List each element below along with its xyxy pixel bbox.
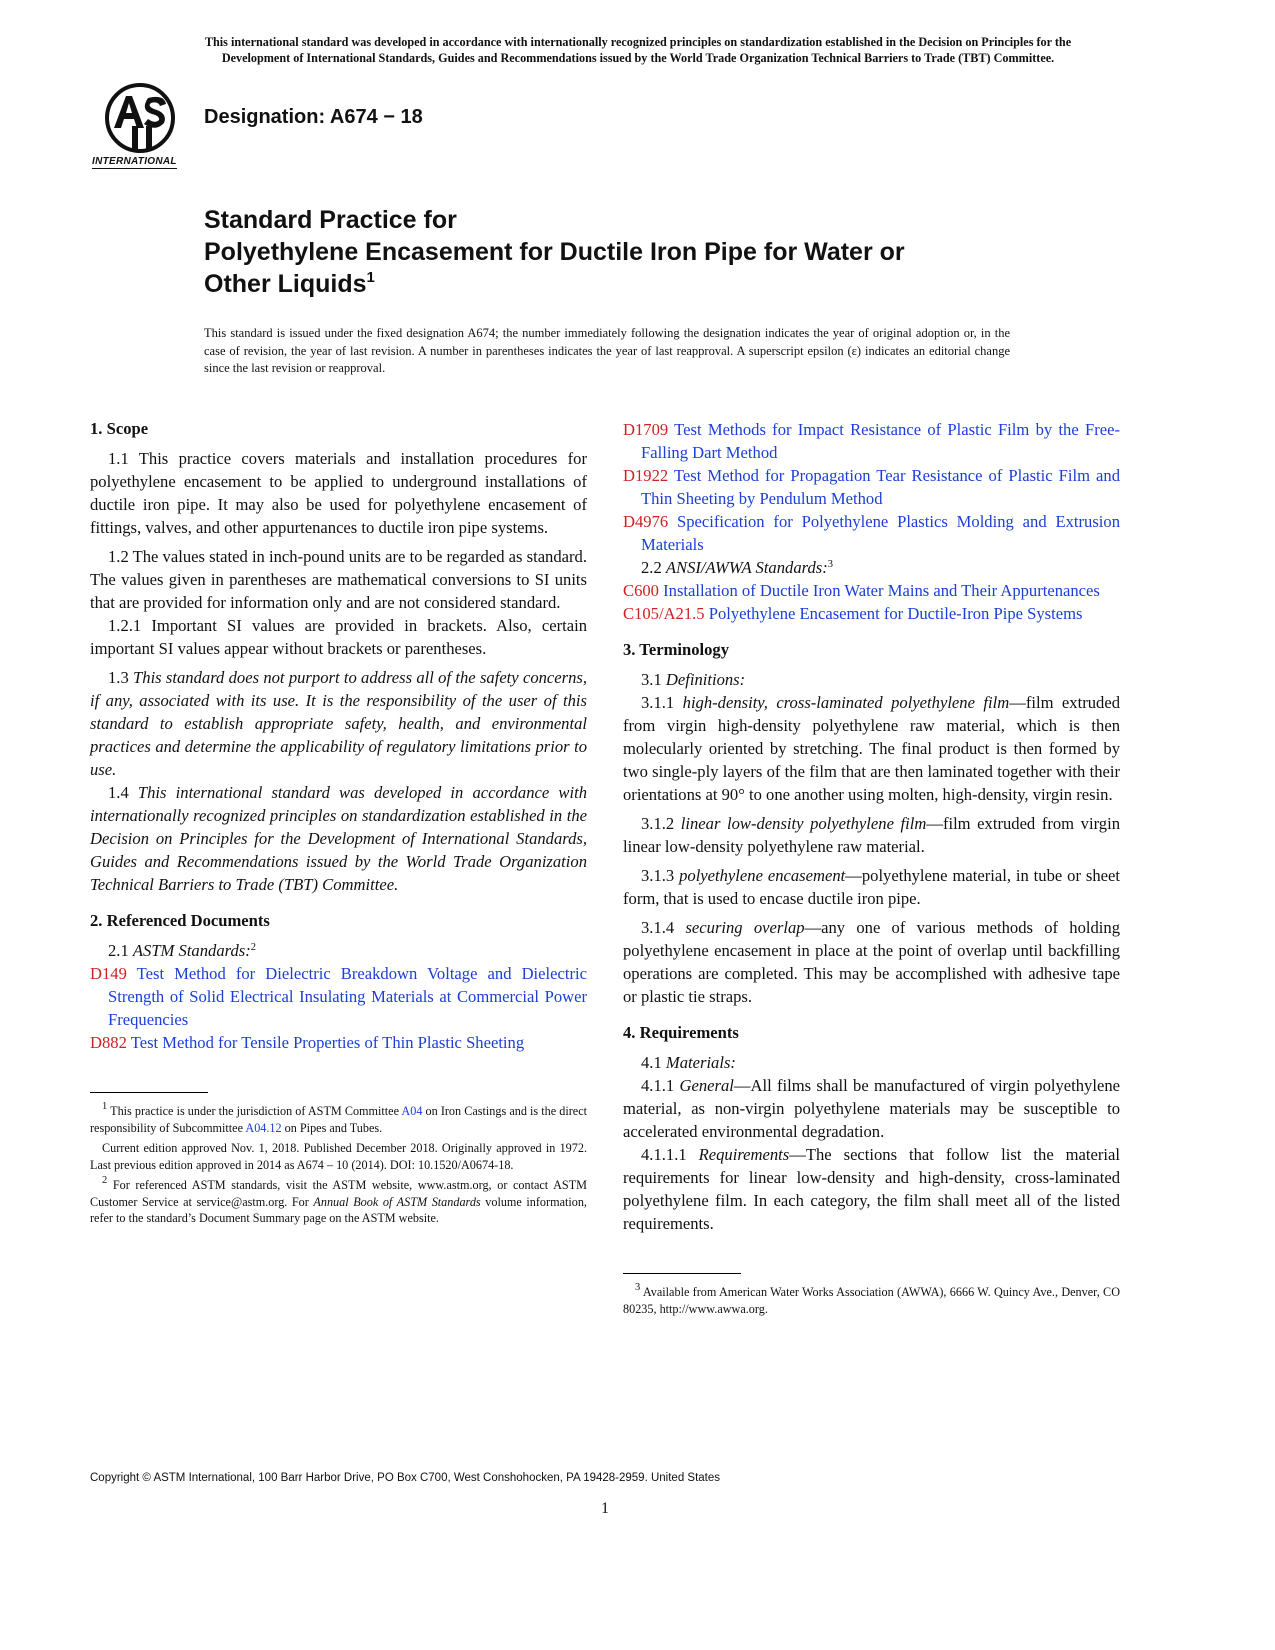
footnotes-right <box>623 1284 1120 1317</box>
subcommittee-link-a04-12[interactable]: A04.12 <box>245 1120 282 1135</box>
para-4-1 <box>623 1051 1120 1074</box>
page-number: 1 <box>601 1500 609 1517</box>
ref-d149[interactable] <box>90 962 587 1031</box>
footnote-2-italic: Annual Book of ASTM Standards <box>313 1194 481 1209</box>
para-1-2-1: 1.2.1 Important SI values are provided in brackets. Also, certain important SI values appear without brackets or parentheses. <box>90 616 587 658</box>
para-1-3-number: 1.3 <box>108 668 134 687</box>
footnote-ref-2[interactable]: 2 <box>250 942 256 953</box>
para-3-1-number: 3.1 <box>641 670 666 689</box>
ref-code[interactable]: D1709 <box>623 420 669 439</box>
para-4-1-1-1-number: 4.1.1.1 <box>641 1145 699 1164</box>
def-text: —film extruded from virgin linear low-density polyethylene raw material. <box>623 814 1120 856</box>
para-1-1: 1.1 This practice covers materials and installation procedures for polyethylene encasement to be applied to underground installations of ductile iron pipe. It may also be used for polyethylene encasement of fittings, valves, and other appurtenances to ductile iron pipe systems. <box>90 449 587 537</box>
section-2-heading: 2. Referenced Documents <box>90 911 270 930</box>
para-4-1-number: 4.1 <box>641 1053 666 1072</box>
para-3-1-text: Definitions: <box>665 670 746 689</box>
footnote-3-mark: 3 <box>635 1282 641 1293</box>
intro-notice <box>88 34 1188 66</box>
right-column <box>623 418 1120 1321</box>
footnote-1-text-c: on Pipes and Tubes. <box>281 1120 383 1135</box>
def-text: —polyethylene material, in tube or sheet form, that is used to encase ductile iron pipe. <box>623 866 1120 908</box>
footnote-2-mark: 2 <box>102 1175 108 1186</box>
section-3-heading: 3. Terminology <box>623 640 730 659</box>
notice-line-1: This international standard was developed in accordance with internationally recognized principles on standardization established in the Decision on Principles for the <box>204 35 1072 49</box>
section-1-heading: 1. Scope <box>90 419 149 438</box>
def-number: 3.1.3 <box>641 866 680 885</box>
para-2-2-text: ANSI/AWWA Standards: <box>665 558 828 577</box>
astm-logo <box>92 82 192 170</box>
ref-c600[interactable] <box>623 579 1120 602</box>
para-3-1-1 <box>623 691 1120 806</box>
def-text: —any one of various methods of holding polyethylene encasement in place at the point of overlap until backfilling operations are completed. This may be accomplished with adhesive tape or plastic tie straps. <box>623 918 1121 1006</box>
para-3-1-2 <box>623 812 1120 858</box>
def-text: —film extruded from virgin high-density polyethylene raw material, which is then molecularly oriented by stretching. The final product is then formed by two single-ply layers of the film that are then laminated together with their orientations at 90° to one another using molten, high-density, virgin resin. <box>623 693 1120 804</box>
footnote-divider <box>623 1273 741 1274</box>
para-1-2: 1.2 The values stated in inch-pound units are to be regarded as standard. The values given in parentheses are mathematical conversions to SI units that are provided for information only and are not considered standard. <box>90 547 587 612</box>
footnote-divider <box>90 1092 208 1093</box>
para-3-1-4 <box>623 916 1120 1008</box>
def-number: 3.1.4 <box>641 918 686 937</box>
ref-title[interactable]: Test Method for Propagation Tear Resistance of Plastic Film and Thin Sheeting by Pendulum Method <box>641 466 1120 508</box>
para-1-4 <box>90 781 587 896</box>
footnote-1 <box>90 1103 587 1136</box>
para-2-2-number: 2.2 <box>641 558 666 577</box>
footnote-1-mark: 1 <box>102 1101 108 1112</box>
footnote-3-text: Available from American Water Works Association (AWWA), 6666 W. Quincy Ave., Denver, CO 80235, http://www.awwa.org. <box>623 1285 1120 1316</box>
def-term: securing overlap <box>685 918 805 937</box>
ref-title[interactable]: Specification for Polyethylene Plastics Molding and Extrusion Materials <box>641 512 1120 554</box>
def-term: polyethylene encasement <box>679 866 846 885</box>
ref-d1922[interactable] <box>623 464 1120 510</box>
para-3-1 <box>623 668 1120 691</box>
ref-title[interactable]: Test Methods for Impact Resistance of Plastic Film by the Free-Falling Dart Method <box>641 420 1120 462</box>
footnote-1-text-b: on Iron Castings and is the direct responsibility of Subcommittee <box>90 1104 587 1135</box>
footnote-2-text-b: volume information, refer to the standard’s Document Summary page on the ASTM website. <box>90 1194 587 1225</box>
para-4-1-text: Materials: <box>665 1053 736 1072</box>
title-line-1: Standard Practice for <box>204 206 457 234</box>
footnote-1-text-a: This practice is under the jurisdiction of ASTM Committee <box>107 1104 402 1118</box>
logo-wordmark: INTERNATIONAL <box>92 156 177 167</box>
para-4-1-1-1 <box>623 1143 1120 1235</box>
def-term: high-density, cross-laminated polyethylene film <box>682 693 1010 712</box>
para-4-1-1-number: 4.1.1 <box>641 1076 680 1095</box>
footnote-2-text-a: For referenced ASTM standards, visit the ASTM website, www.astm.org, or contact ASTM Customer Service at service@astm.org. For <box>90 1178 587 1209</box>
document-title <box>204 204 1104 300</box>
ref-code[interactable]: D149 <box>90 964 127 983</box>
def-number: 3.1.1 <box>641 693 683 712</box>
para-4-1-1 <box>623 1074 1120 1143</box>
ref-c105-a21-5[interactable] <box>623 602 1120 625</box>
footnote-1-edition: Current edition approved Nov. 1, 2018. Published December 2018. Originally approved in 1972. Last previous edition approved in 2014 as A674 – 10 (2014). DOI: 10.1520/A0674-18. <box>90 1141 587 1172</box>
ref-code[interactable]: D1922 <box>623 466 669 485</box>
ref-code[interactable]: D882 <box>90 1033 127 1052</box>
para-1-4-number: 1.4 <box>108 783 138 802</box>
para-4-1-1-1-term: Requirements <box>698 1145 790 1164</box>
title-line-2: Polyethylene Encasement for Ductile Iron Pipe for Water or <box>204 238 905 266</box>
para-1-4-text: This international standard was developed in accordance with internationally recognized principles on standardization established in the Decision on Principles for the Development of International Standards, Guides and Recommendations issued by the World Trade Organization Technical Barriers to Trade (TBT) Committee. <box>90 783 588 894</box>
designation: Designation: A674 − 18 <box>204 106 423 128</box>
ref-d882[interactable] <box>90 1031 587 1054</box>
def-term: linear low-density polyethylene film <box>680 814 927 833</box>
para-1-3 <box>90 666 587 781</box>
footnote-ref-3[interactable]: 3 <box>827 559 833 570</box>
ref-d4976[interactable] <box>623 510 1120 556</box>
notice-line-2: Development of International Standards, Guides and Recommendations issued by the World Trade Organization Technical Barriers to Trade (TBT) Committee. <box>221 51 1055 65</box>
issue-notice: This standard is issued under the fixed designation A674; the number immediately following the designation indicates the year of original adoption or, in the case of revision, the year of last revision. A number in parentheses indicates the year of last reapproval. A superscript epsilon (ε) indicates an editorial change since the last revision or reapproval. <box>204 326 1010 375</box>
para-2-1 <box>90 939 587 962</box>
para-2-1-text: ASTM Standards: <box>132 941 251 960</box>
committee-link-a04[interactable]: A04 <box>401 1104 423 1118</box>
ref-title[interactable]: Test Method for Tensile Properties of Thin Plastic Sheeting <box>126 1033 525 1052</box>
section-4-heading: 4. Requirements <box>623 1023 739 1042</box>
ref-title[interactable]: Installation of Ductile Iron Water Mains and Their Appurtenances <box>658 581 1100 600</box>
ref-title[interactable]: Test Method for Dielectric Breakdown Voltage and Dielectric Strength of Solid Electrical Insulating Materials at Commercial Power Frequencies <box>108 964 587 1029</box>
para-4-1-1-term: General <box>679 1076 734 1095</box>
ref-code[interactable]: D4976 <box>623 512 669 531</box>
title-footnote-mark: 1 <box>366 269 375 286</box>
title-line-3 <box>204 268 1104 300</box>
def-number: 3.1.2 <box>641 814 681 833</box>
para-4-1-1-1-text: —The sections that follow list the material requirements for linear low-density and high-density, cross-laminated polyethylene film. In each category, the film shall meet all of the listed requirements. <box>623 1145 1121 1233</box>
ref-code[interactable]: C600 <box>623 581 659 600</box>
title-line-3-text: Other Liquids <box>204 270 367 298</box>
left-column <box>90 418 587 1231</box>
para-1-3-text: This standard does not purport to address all of the safety concerns, if any, associated with its use. It is the responsibility of the user of this standard to establish appropriate safety, health, and environmental practices and determine the applicability of regulatory limitations prior to use. <box>90 668 588 779</box>
para-4-1-1-text: —All films shall be manufactured of virgin polyethylene material, as non-virgin polyethylene materials may be susceptible to accelerated environmental degradation. <box>623 1076 1120 1141</box>
ref-code[interactable]: C105/A21.5 <box>623 604 705 623</box>
footnote-3 <box>623 1284 1120 1317</box>
para-3-1-3 <box>623 864 1120 910</box>
footnotes-left <box>90 1103 587 1227</box>
ref-d1709[interactable] <box>623 418 1120 464</box>
copyright-line: Copyright © ASTM International, 100 Barr Harbor Drive, PO Box C700, West Conshohocken, PA 19428-2959. United States <box>90 1472 721 1484</box>
para-2-1-number: 2.1 <box>108 941 133 960</box>
para-2-2 <box>623 556 1120 579</box>
footnote-2 <box>90 1177 587 1227</box>
ref-title[interactable]: Polyethylene Encasement for Ductile-Iron Pipe Systems <box>704 604 1083 623</box>
